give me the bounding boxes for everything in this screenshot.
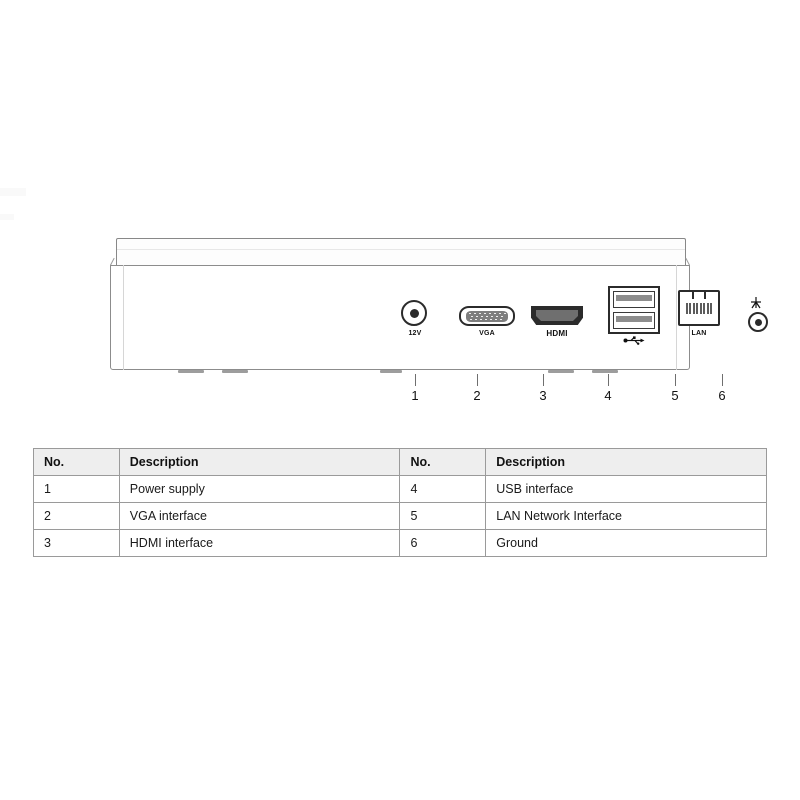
background-artifact — [0, 214, 14, 220]
chassis-left-bevel — [110, 265, 124, 370]
chassis-vent — [380, 370, 402, 373]
leader-line-6 — [722, 374, 723, 386]
ground-screw-icon — [740, 296, 774, 332]
background-artifact — [0, 188, 26, 196]
hdmi-port-label: HDMI — [546, 329, 568, 338]
interface-description-table — [33, 448, 767, 557]
usb-ports-icon — [608, 286, 660, 334]
callout-number-1: 1 — [411, 388, 419, 403]
usb-symbol-icon — [623, 336, 645, 347]
chassis-vent — [548, 370, 574, 373]
table-row — [34, 476, 767, 503]
callout-number-3: 3 — [539, 388, 547, 403]
usb-slot-lower — [613, 312, 655, 329]
cell-no-left: 2 — [34, 503, 120, 530]
cell-desc-left: HDMI interface — [119, 530, 400, 557]
table-row — [34, 503, 767, 530]
usb-slot-upper — [613, 291, 655, 308]
table-header-no-right: No. — [400, 449, 486, 476]
ground-symbol-icon — [746, 296, 766, 310]
cell-no-right: 4 — [400, 476, 486, 503]
table-row — [34, 530, 767, 557]
hdmi-port-icon — [531, 306, 583, 338]
callout-number-5: 5 — [671, 388, 679, 403]
table-header-desc-left: Description — [119, 449, 400, 476]
chassis-vent — [178, 370, 204, 373]
leader-line-5 — [675, 374, 676, 386]
cell-desc-right: USB interface — [486, 476, 767, 503]
table-header-no-left: No. — [34, 449, 120, 476]
cell-no-right: 5 — [400, 503, 486, 530]
lan-port-icon — [678, 290, 720, 337]
cell-desc-right: LAN Network Interface — [486, 503, 767, 530]
table-header-desc-right: Description — [486, 449, 767, 476]
vga-port-icon — [459, 306, 515, 337]
chassis-vent — [222, 370, 248, 373]
cell-desc-left: Power supply — [119, 476, 400, 503]
lan-port-label: LAN — [691, 330, 707, 337]
leader-line-2 — [477, 374, 478, 386]
callout-number-4: 4 — [604, 388, 612, 403]
cell-no-right: 6 — [400, 530, 486, 557]
leader-line-1 — [415, 374, 416, 386]
leader-line-3 — [543, 374, 544, 386]
chassis-vent — [592, 370, 618, 373]
power-jack-icon — [401, 300, 429, 337]
vga-port-label: VGA — [479, 330, 495, 337]
cell-no-left: 3 — [34, 530, 120, 557]
cell-desc-left: VGA interface — [119, 503, 400, 530]
callout-number-2: 2 — [473, 388, 481, 403]
chassis-body — [110, 265, 690, 370]
power-jack-label: 12V — [408, 330, 422, 337]
table-header-row — [34, 449, 767, 476]
cell-desc-right: Ground — [486, 530, 767, 557]
callout-number-6: 6 — [718, 388, 726, 403]
leader-line-4 — [608, 374, 609, 386]
cell-no-left: 1 — [34, 476, 120, 503]
chassis-top-lid — [116, 238, 686, 268]
device-rear-panel-illustration — [110, 238, 707, 383]
